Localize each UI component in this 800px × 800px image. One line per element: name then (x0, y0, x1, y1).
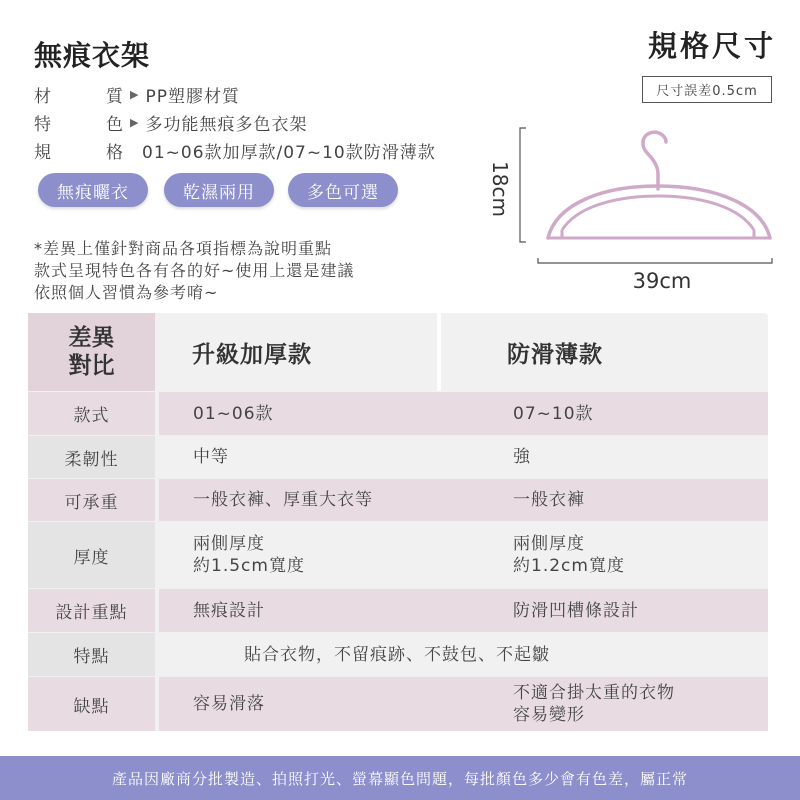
size-heading: 規格尺寸 (647, 29, 776, 63)
spec-format-value: 01~06款加厚款/07~10款防滑薄款 (142, 143, 436, 163)
note-line: 款式呈現特色各有各的好~使用上還是建議 (34, 261, 355, 280)
cell-slim: 強 (513, 447, 531, 467)
row-label-flexibility: 柔韌性 (28, 436, 155, 478)
row-label-features: 特點 (28, 633, 155, 676)
row-label-design: 設計重點 (28, 589, 155, 632)
cell-slim: 兩側厚度 約1.2cm寬度 (513, 534, 625, 576)
column-divider (437, 313, 441, 391)
row-label-style: 款式 (28, 392, 155, 435)
row-label-drawbacks: 缺點 (28, 677, 155, 731)
spec-feature-value: 多功能無痕多色衣架 (145, 115, 308, 135)
column-header-slim: 防滑薄款 (507, 341, 603, 368)
triangle-right-icon: ▶ (130, 88, 140, 101)
spec-material (34, 82, 240, 107)
cell-slim: 07~10款 (513, 403, 594, 424)
tag-wet-dry: 乾濕兩用 (164, 173, 274, 207)
tag-no-mark: 無痕曬衣 (38, 173, 148, 207)
tag-multi-color: 多色可選 (288, 173, 398, 207)
product-title: 無痕衣架 (34, 39, 151, 72)
spec-material-value: PP塑膠材質 (145, 87, 240, 107)
cell-thick: 01~06款 (193, 403, 274, 424)
note-line: *差異上僅針對商品各項指標為說明重點 (34, 239, 333, 258)
cell-merged: 貼合衣物，不留痕跡、不鼓包、不起皺 (244, 644, 550, 665)
dimension-height: 18cm (488, 161, 512, 217)
spec-format (34, 138, 436, 163)
spec-material-label: 材 質 (34, 87, 124, 107)
dimension-width: 39cm (632, 269, 692, 293)
size-tolerance: 尺寸誤差0.5cm (642, 76, 772, 103)
spec-feature (34, 110, 307, 135)
column-header-thick: 升級加厚款 (192, 341, 312, 368)
hanger-illustration (480, 120, 780, 270)
spec-feature-label: 特 色 (34, 115, 124, 135)
footer-disclaimer: 產品因廠商分批製造、拍照打光、螢幕顯色問題，每批顏色多少會有色差，屬正常 (0, 756, 800, 800)
triangle-right-icon: ▶ (130, 116, 140, 129)
cell-slim: 不適合掛太重的衣物 容易變形 (513, 683, 675, 725)
row-label-thickness: 厚度 (28, 522, 155, 588)
cell-slim: 一般衣褲 (513, 490, 585, 510)
spec-format-label: 規 格 (34, 143, 124, 163)
cell-thick: 兩側厚度 約1.5cm寬度 (193, 534, 305, 576)
table-corner-header: 差異 對比 (28, 313, 155, 391)
cell-thick: 中等 (193, 447, 229, 467)
cell-slim: 防滑凹槽條設計 (513, 600, 639, 621)
row-label-load: 可承重 (28, 479, 155, 521)
cell-thick: 一般衣褲、厚重大衣等 (193, 490, 373, 510)
note-line: 依照個人習慣為參考唷~ (34, 283, 219, 302)
cell-thick: 無痕設計 (193, 600, 265, 621)
cell-thick: 容易滑落 (193, 694, 265, 714)
